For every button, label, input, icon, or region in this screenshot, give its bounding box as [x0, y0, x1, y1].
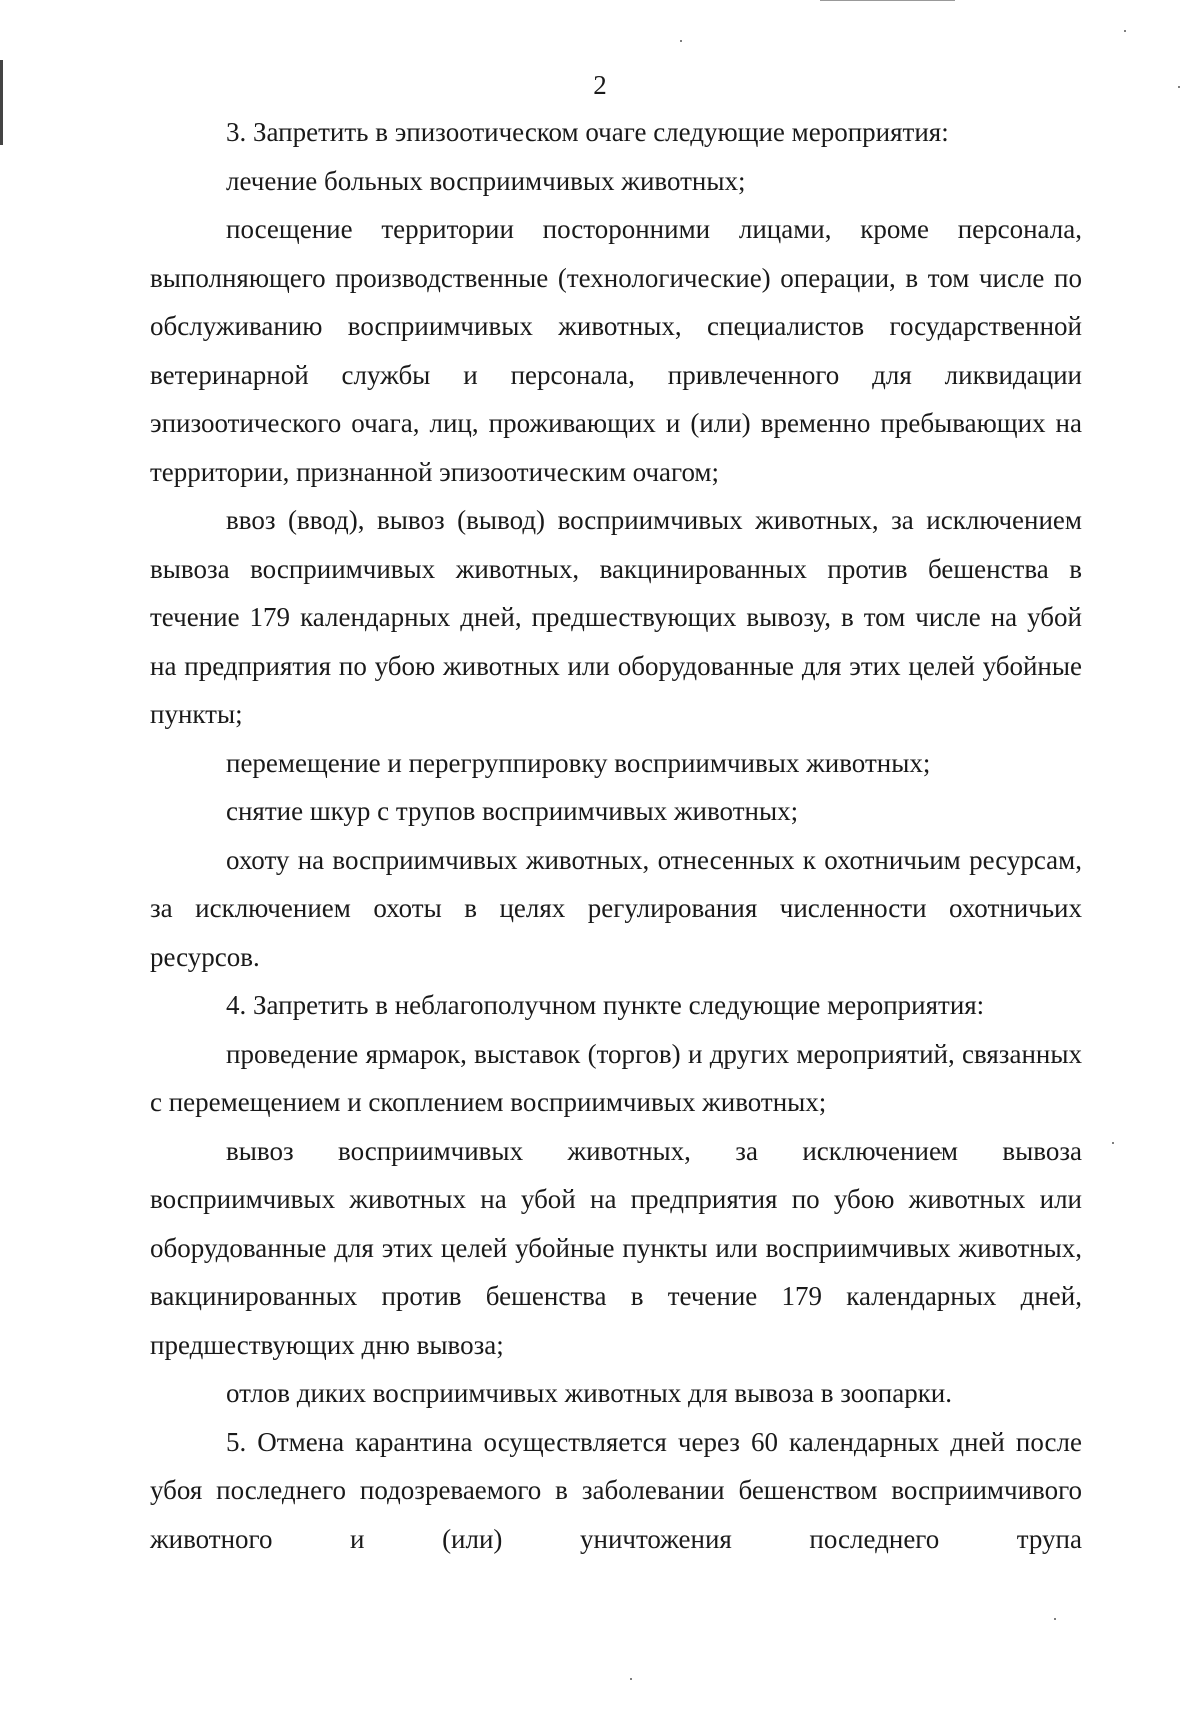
paragraph-export: вывоз восприимчивых животных, за исключением вывоза восприимчивых животных на убой на предприятия по убою животных или оборудованные для этих целей убойные пункты или восприимчивых животных, вакцинированных против бешенства в течение 179 календарных дней, предшествующих дню вывоза;	[150, 1135, 1082, 1360]
page-number: 2	[593, 70, 607, 100]
scan-speck	[1124, 30, 1126, 32]
paragraph-treatment: лечение больных восприимчивых животных;	[226, 165, 746, 196]
paragraph-hunting: охоту на восприимчивых животных, отнесенных к охотничьим ресурсам, за исключением охоты в целях регулирования численности охотничьих ресурсов.	[150, 844, 1082, 972]
scan-speck	[1054, 1618, 1056, 1620]
scan-speck	[680, 40, 682, 42]
paragraph-import-export: ввоз (ввод), вывоз (вывод) восприимчивых животных, за исключением вывоза восприимчивых животных, вакцинированных против бешенства в течение 179 календарных дней, предшествующих вывозу, в том числе на убой на предприятия по убою животных или оборудованные для этих целей убойные пункты;	[150, 505, 1082, 729]
paragraph-skinning: снятие шкур с трупов восприимчивых животных;	[226, 796, 799, 826]
scan-top-line	[820, 0, 955, 1]
document-body	[150, 108, 1082, 1563]
paragraph-5-quarantine: 5. Отмена карантина осуществляется через 60 календарных дней после убоя последнего подозреваемого в заболевании бешенством восприимчивого животного и (или) уничтожения последнего трупа	[150, 1426, 1082, 1554]
scan-speck	[630, 1678, 632, 1680]
paragraph-capture: отлов диких восприимчивых животных для вывоза в зоопарки.	[226, 1378, 953, 1408]
paragraph-fairs: проведение ярмарок, выставок (торгов) и других мероприятий, связанных с перемещением и скоплением восприимчивых животных;	[150, 1038, 1082, 1117]
paragraph-3-heading: 3. Запретить в эпизоотическом очаге следующие мероприятия:	[226, 117, 949, 147]
paragraph-visit-territory: посещение территории посторонними лицами, кроме персонала, выполняющего производственные (технологические) операции, в том числе по обслуживанию восприимчивых животных, специалистов государственной ветеринарной службы и персонала, привлеченного для ликвидации эпизоотического очага, лиц, проживающих и (или) временно пребывающих на территории, признанной эпизоотическим очагом;	[150, 214, 1082, 487]
paragraph-4-heading: 4. Запретить в неблагополучном пункте следующие мероприятия:	[226, 990, 985, 1020]
paragraph-movement: перемещение и перегруппировку восприимчивых животных;	[226, 747, 931, 778]
scan-speck	[1112, 1142, 1114, 1144]
